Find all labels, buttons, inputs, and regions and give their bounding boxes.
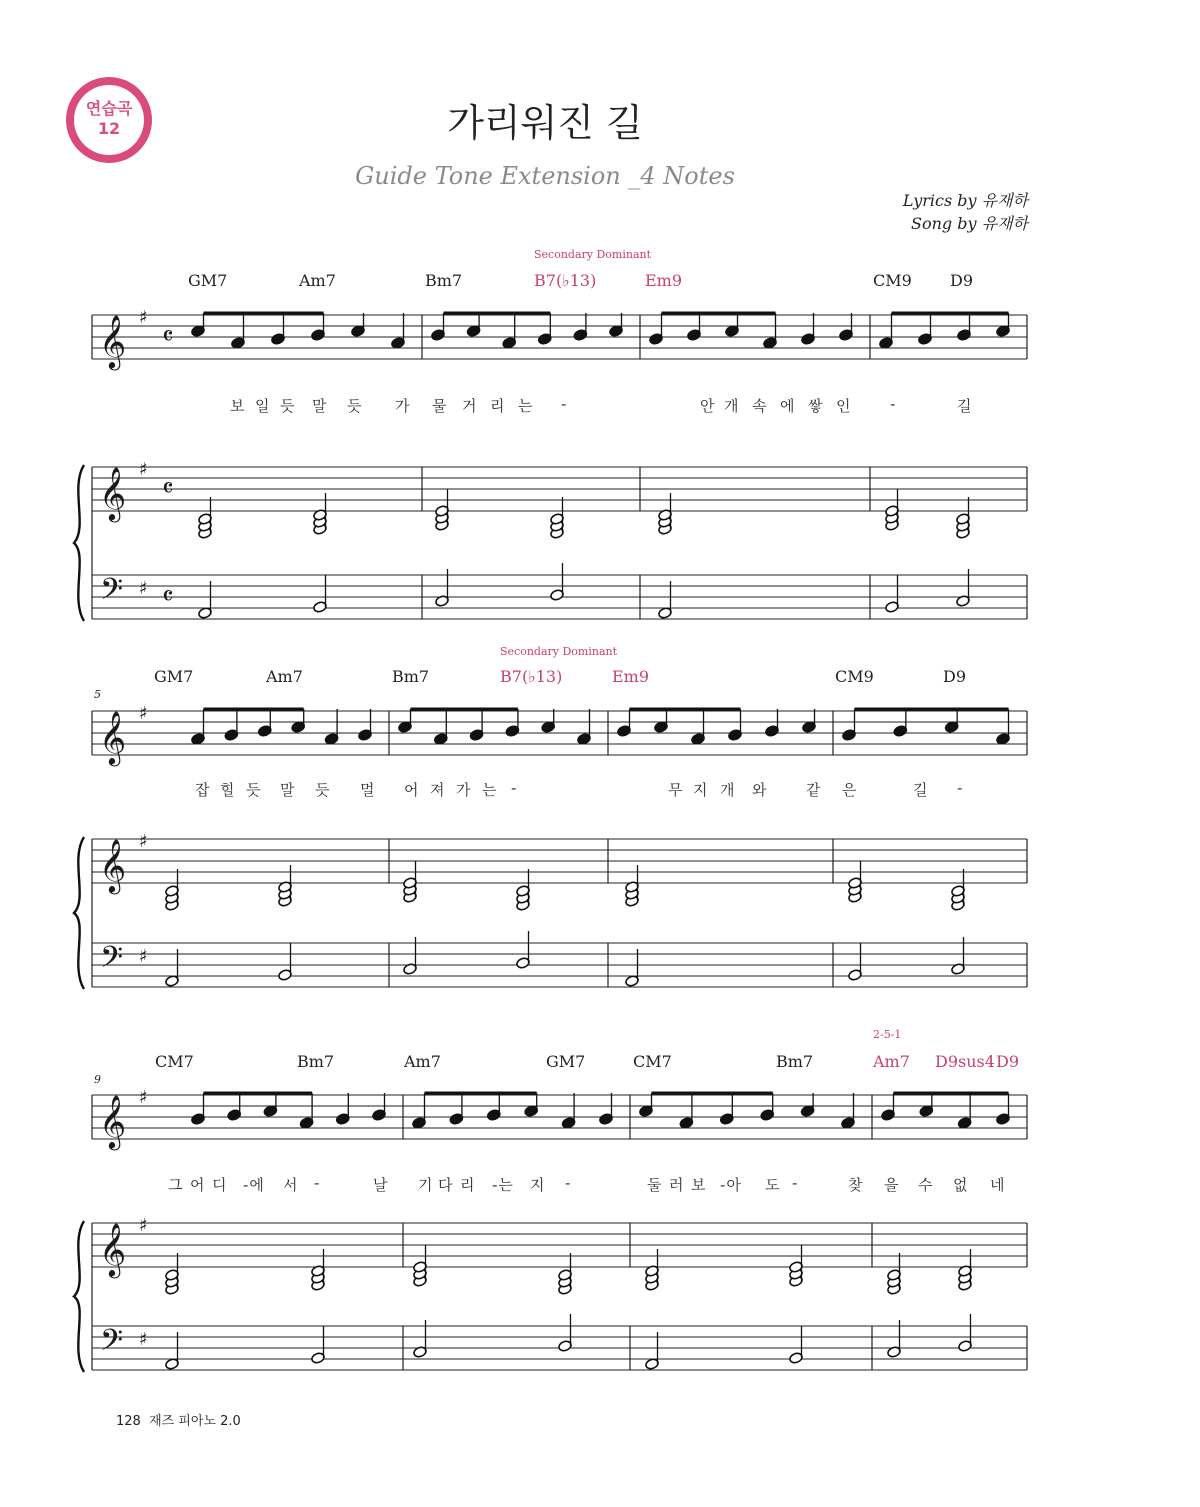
lyric-syllable: 은 — [842, 781, 858, 799]
chord-symbol: D9 — [950, 271, 974, 290]
lyric-syllable: -아 — [720, 1176, 742, 1194]
lyric-syllable: 보 — [691, 1176, 707, 1194]
treble-clef-icon: 𝄞 — [99, 314, 127, 368]
treble-clef-icon: 𝄞 — [99, 838, 127, 892]
lyrics-credit: Lyrics by 유재하 — [902, 191, 1028, 210]
grand-staff-brace — [74, 465, 84, 621]
chord-symbol: Bm7 — [776, 1052, 814, 1071]
lyric-syllable: 듯 — [280, 397, 296, 415]
lyric-syllable: 길 — [913, 781, 929, 799]
lyric-syllable: 수 — [918, 1176, 934, 1194]
sharp-icon: ♯ — [139, 459, 148, 480]
lyric-syllable: 속 — [752, 397, 768, 415]
lyric-syllable: 을 — [884, 1176, 900, 1194]
lyric-syllable: - — [561, 395, 568, 413]
grand-staff-brace — [74, 837, 84, 989]
treble-clef-icon: 𝄞 — [99, 1094, 127, 1148]
chord-symbol: GM7 — [546, 1052, 586, 1071]
annotation-system-3: 2-5-1 — [873, 1028, 902, 1041]
chord-symbol: B7(♭13) — [500, 667, 563, 686]
common-time-icon: 𝄴 — [162, 322, 174, 352]
lyric-syllable: - — [792, 1174, 799, 1192]
chord-symbol: CM9 — [835, 667, 874, 686]
measure-number: 9 — [94, 1073, 101, 1086]
lyric-syllable: - — [565, 1174, 572, 1192]
lyric-syllable: 힐 — [220, 781, 236, 799]
lyric-syllable: 디 — [212, 1176, 228, 1194]
grand-staff-brace — [74, 1221, 84, 1372]
chord-symbol: Em9 — [612, 667, 650, 686]
chord-symbol: GM7 — [188, 271, 228, 290]
bass-clef-icon: 𝄢 — [100, 1324, 124, 1365]
bass-clef-icon: 𝄢 — [100, 573, 124, 614]
measure-number: 5 — [94, 688, 101, 701]
song-title: 가리워진 길 — [447, 101, 643, 145]
lyric-syllable: 러 — [669, 1176, 685, 1194]
lyric-syllable: - — [890, 395, 897, 413]
lyric-syllable: 물 — [432, 397, 448, 415]
lyric-syllable: 인 — [836, 397, 852, 415]
lyric-syllable: 가 — [395, 397, 411, 415]
lyric-syllable: 도 — [765, 1176, 781, 1194]
lyric-syllable: 와 — [752, 781, 768, 799]
chord-symbol: Em9 — [645, 271, 683, 290]
lyric-syllable: 둘 — [647, 1176, 663, 1194]
lyric-syllable: 쌓 — [808, 397, 824, 415]
lyric-syllable: 네 — [990, 1176, 1006, 1194]
lyric-syllable: 거 — [462, 397, 478, 415]
sharp-icon: ♯ — [139, 307, 148, 328]
book-title: 재즈 피아노 2.0 — [149, 1414, 241, 1429]
annotation-system-2: Secondary Dominant — [500, 645, 618, 658]
lyric-syllable: 잡 — [195, 781, 211, 799]
lyric-syllable: 리 — [490, 397, 506, 415]
lyric-syllable: 기 — [418, 1176, 434, 1194]
sharp-icon: ♯ — [139, 1215, 148, 1236]
lyric-syllable: -에 — [243, 1176, 265, 1194]
lyric-syllable: 에 — [780, 397, 796, 415]
lyric-syllable: 다 — [438, 1176, 454, 1194]
lyric-syllable: 지 — [693, 781, 709, 799]
chord-symbol: B7(♭13) — [534, 271, 597, 290]
chord-symbol: D9 — [943, 667, 967, 686]
treble-clef-icon: 𝄞 — [99, 466, 127, 520]
page-number: 128 — [116, 1414, 141, 1429]
lyric-syllable: 말 — [280, 781, 296, 799]
chord-symbol: Am7 — [873, 1052, 910, 1071]
chord-symbol: GM7 — [154, 667, 194, 686]
song-credit: Song by 유재하 — [911, 214, 1028, 233]
chord-symbol: Am7 — [266, 667, 303, 686]
lyric-syllable: 지 — [530, 1176, 546, 1194]
exercise-number: 12 — [97, 119, 121, 138]
lyric-syllable: 멀 — [360, 781, 376, 799]
lyric-syllable: 날 — [373, 1176, 389, 1194]
chord-symbol: Bm7 — [392, 667, 430, 686]
lyric-syllable: 그 — [168, 1176, 184, 1194]
sharp-icon: ♯ — [139, 1329, 148, 1350]
chord-symbol: Am7 — [404, 1052, 441, 1071]
chord-symbol: Am7 — [299, 271, 336, 290]
lyric-syllable: - — [314, 1174, 321, 1192]
lyric-syllable: 어 — [190, 1176, 206, 1194]
chord-symbol: CM7 — [633, 1052, 672, 1071]
lyric-syllable: 어 — [404, 781, 420, 799]
chord-symbol: D9 — [996, 1052, 1020, 1071]
chord-symbol: D9sus4 — [935, 1052, 995, 1071]
lyric-syllable: 서 — [283, 1176, 299, 1194]
lyric-syllable: 찾 — [848, 1176, 864, 1194]
lyric-syllable: 말 — [312, 397, 328, 415]
lyric-syllable: - — [511, 779, 518, 797]
lyric-syllable: 안 — [700, 397, 716, 415]
treble-clef-icon: 𝄞 — [99, 710, 127, 764]
lyric-syllable: 는 — [518, 397, 534, 415]
chord-symbol: CM7 — [155, 1052, 194, 1071]
common-time-icon: 𝄴 — [162, 474, 174, 504]
treble-clef-icon: 𝄞 — [99, 1222, 127, 1276]
sharp-icon: ♯ — [139, 1087, 148, 1108]
chord-symbol: Bm7 — [297, 1052, 335, 1071]
common-time-icon: 𝄴 — [162, 582, 174, 612]
exercise-label: 연습곡 — [85, 99, 133, 118]
page-footer — [116, 1410, 241, 1429]
lyric-syllable: -는 — [492, 1176, 514, 1194]
sharp-icon: ♯ — [139, 831, 148, 852]
lyric-syllable: 가 — [456, 781, 472, 799]
song-subtitle: Guide Tone Extension _4 Notes — [355, 162, 735, 190]
lyric-syllable: 보 — [230, 397, 246, 415]
lyric-syllable: 개 — [724, 397, 740, 415]
lyric-syllable: 일 — [255, 397, 271, 415]
chord-symbol: CM9 — [873, 271, 912, 290]
lyric-syllable: 는 — [482, 781, 498, 799]
annotation-system-1: Secondary Dominant — [534, 248, 652, 261]
lyric-syllable: 듯 — [315, 781, 331, 799]
lyric-syllable: 없 — [953, 1176, 969, 1194]
sharp-icon: ♯ — [139, 578, 148, 599]
chord-symbol: Bm7 — [425, 271, 463, 290]
lyric-syllable: 져 — [430, 781, 446, 799]
lyric-syllable: 개 — [720, 781, 736, 799]
lyric-syllable: 리 — [460, 1176, 476, 1194]
lyric-syllable: 길 — [957, 397, 973, 415]
lyric-syllable: 같 — [806, 781, 822, 799]
bass-clef-icon: 𝄢 — [100, 941, 124, 982]
lyric-syllable: - — [957, 779, 964, 797]
sharp-icon: ♯ — [139, 703, 148, 724]
lyric-syllable: 듯 — [246, 781, 262, 799]
lyric-syllable: 무 — [668, 781, 684, 799]
lyric-syllable: 듯 — [347, 397, 363, 415]
sharp-icon: ♯ — [139, 946, 148, 967]
